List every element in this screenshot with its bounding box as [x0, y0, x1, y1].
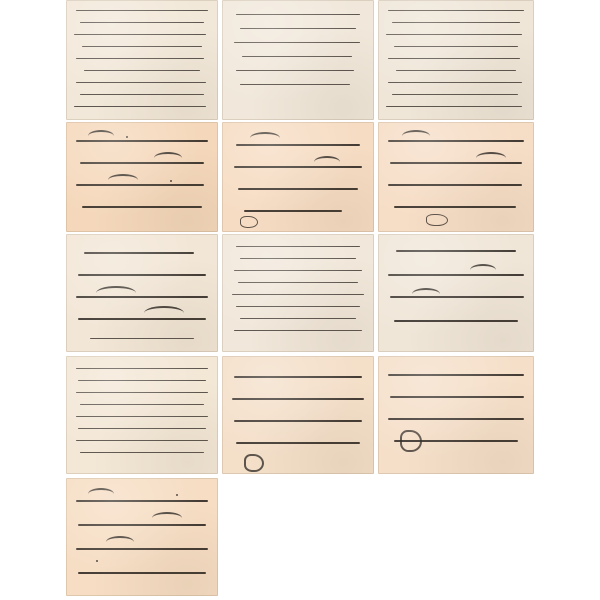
handwriting-line	[76, 440, 208, 441]
handwriting-line	[244, 210, 342, 212]
sheet-r2c1	[66, 122, 218, 232]
ink-stroke	[106, 536, 134, 548]
handwriting-line	[74, 106, 206, 107]
signature-mark	[400, 430, 422, 452]
handwriting-line	[240, 28, 356, 29]
handwriting-line	[80, 22, 204, 23]
sheet-r1c2	[222, 0, 374, 120]
ink-stroke	[88, 130, 114, 142]
handwriting-line	[240, 318, 356, 319]
handwriting-line	[80, 162, 204, 164]
signature-mark	[240, 216, 258, 228]
handwriting-line	[236, 442, 360, 444]
handwriting-line	[388, 184, 522, 186]
handwriting-line	[238, 188, 358, 190]
handwriting-line	[394, 206, 516, 208]
handwriting-line	[236, 70, 354, 71]
ink-stroke	[470, 264, 496, 276]
handwriting-line	[76, 82, 206, 83]
handwriting-line	[234, 42, 360, 43]
handwriting-line	[386, 34, 522, 35]
handwriting-line	[76, 58, 204, 59]
sheet-r3c2	[222, 234, 374, 352]
handwriting-line	[80, 404, 204, 405]
handwriting-line	[82, 46, 202, 47]
handwriting-line	[76, 296, 208, 298]
sheet-r4c1	[66, 356, 218, 474]
ink-stroke	[144, 306, 184, 320]
handwriting-line	[396, 70, 516, 71]
handwriting-line	[234, 420, 362, 422]
signature-mark	[426, 214, 448, 226]
sheet-r4c3	[378, 356, 534, 474]
handwriting-line	[78, 428, 206, 429]
handwriting-line	[388, 274, 524, 276]
sheet-r1c3	[378, 0, 534, 120]
handwriting-line	[232, 398, 364, 400]
sheet-r2c3	[378, 122, 534, 232]
handwriting-line	[242, 56, 352, 57]
sheet-r1c1	[66, 0, 218, 120]
handwriting-line	[392, 22, 520, 23]
handwriting-line	[84, 252, 194, 254]
handwriting-line	[394, 320, 518, 322]
handwriting-line	[82, 206, 202, 208]
sheet-r4c2	[222, 356, 374, 474]
handwriting-line	[240, 258, 356, 259]
ink-stroke	[154, 152, 182, 164]
ink-stroke	[108, 174, 138, 186]
handwriting-line	[386, 106, 522, 107]
handwriting-line	[390, 396, 524, 398]
handwriting-line	[76, 548, 208, 550]
handwriting-line	[238, 282, 358, 283]
handwriting-line	[80, 94, 204, 95]
ink-stroke	[152, 512, 182, 524]
handwriting-line	[76, 184, 204, 186]
handwriting-line	[80, 452, 204, 453]
handwriting-line	[388, 10, 524, 11]
handwriting-line	[76, 500, 208, 502]
sheet-r2c2	[222, 122, 374, 232]
handwriting-line	[388, 58, 520, 59]
signature-mark	[244, 454, 264, 472]
handwriting-line	[394, 46, 518, 47]
handwriting-line	[78, 274, 206, 276]
handwriting-line	[240, 84, 350, 85]
handwriting-line	[236, 306, 360, 307]
handwriting-line	[236, 246, 360, 247]
sheet-r3c3	[378, 234, 534, 352]
handwriting-line	[388, 418, 524, 420]
ink-stroke	[402, 130, 430, 142]
ink-dot	[96, 560, 98, 562]
handwriting-line	[76, 10, 208, 11]
handwriting-line	[388, 82, 522, 83]
handwriting-line	[388, 374, 524, 376]
ink-stroke	[314, 156, 340, 168]
handwriting-line	[392, 94, 518, 95]
ink-stroke	[412, 288, 440, 300]
handwriting-line	[76, 416, 208, 417]
handwriting-line	[90, 338, 194, 339]
ink-stroke	[88, 488, 114, 500]
handwriting-line	[78, 318, 206, 320]
handwriting-line	[234, 270, 362, 271]
sheet-r5c1	[66, 478, 218, 596]
handwriting-line	[390, 162, 522, 164]
handwriting-line	[396, 250, 516, 252]
ink-stroke	[96, 286, 136, 300]
sheet-r3c1	[66, 234, 218, 352]
handwriting-line	[78, 572, 206, 574]
ink-stroke	[476, 152, 506, 164]
handwriting-line	[236, 14, 360, 15]
ink-stroke	[250, 132, 280, 144]
handwriting-line	[74, 34, 206, 35]
handwriting-line	[236, 144, 360, 146]
handwriting-line	[234, 330, 362, 331]
handwriting-line	[234, 376, 362, 378]
handwriting-line	[78, 380, 206, 381]
handwriting-line	[76, 392, 208, 393]
ink-dot	[176, 494, 178, 496]
ink-dot	[170, 180, 172, 182]
handwriting-line	[232, 294, 364, 295]
ink-dot	[126, 136, 128, 138]
handwriting-line	[78, 524, 206, 526]
handwriting-line	[234, 166, 362, 168]
handwriting-line	[76, 368, 208, 369]
handwriting-line	[84, 70, 200, 71]
handwriting-line	[390, 296, 524, 298]
